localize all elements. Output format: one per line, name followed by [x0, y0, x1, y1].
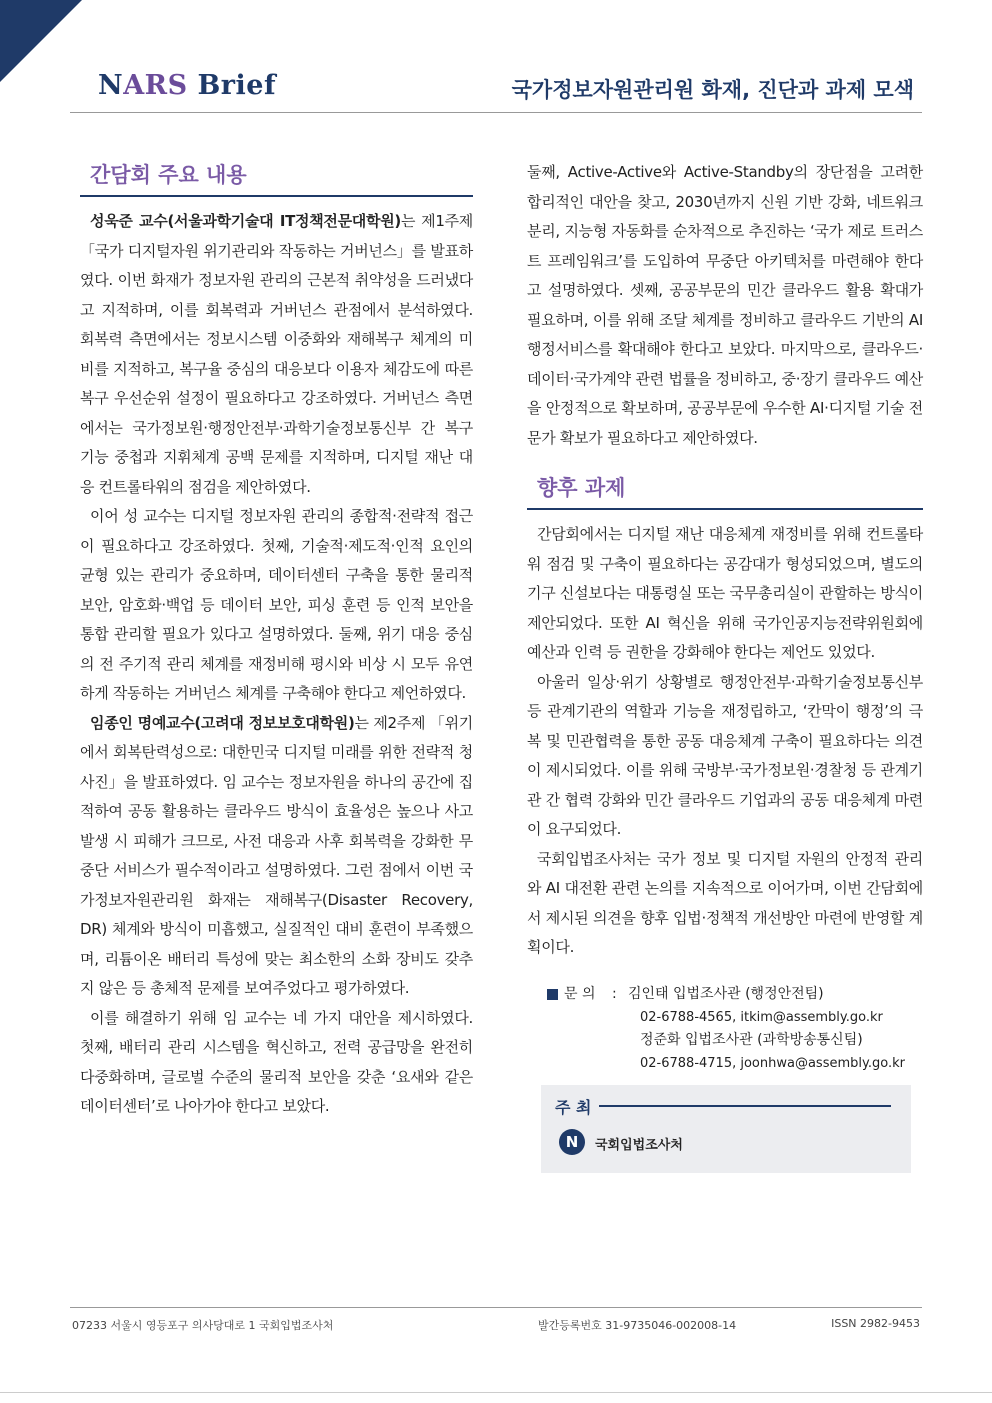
- nars-brief-logo: [98, 70, 276, 101]
- left-column: [80, 150, 473, 1122]
- paragraph-8: 국회입법조사처는 국가 정보 및 디지털 자원의 안정적 관리와 AI 대전환 관련 논의를 지속적으로 이어가며, 이번 간담회에서 제시된 의견을 향후 입법·정책적 개선방안 마련에 반영할 계획이다.: [527, 849, 923, 956]
- paragraph-1: [80, 207, 473, 502]
- contact-person-1: 김인태 입법조사관 (행정안전팀): [628, 985, 824, 1002]
- host-box: [541, 1085, 911, 1173]
- paragraph-4: 이를 해결하기 위해 임 교수는 네 가지 대안을 제시하였다. 첫째, 배터리 관리 시스템을 혁신하고, 전력 공급망을 완전히 다중화하며, 글로벌 수준의 물리적 보안을 갖춘 ‘요새와 같은 데이터센터’로 나아가야 한다고 보았다.: [80, 1008, 473, 1115]
- right-column: [527, 158, 923, 1173]
- paragraph-2: 이어 성 교수는 디지털 정보자원 관리의 종합적·전략적 접근이 필요하다고 강조하였다. 첫째, 기술적·제도적·인적 요인의 균형 있는 관리가 중요하며, 데이터센터 구축을 통한 물리적 보안, 암호화·백업 등 데이터 보안, 피싱 훈련 등 인적 보안을 통합 관리할 필요가 있다고 설명하였다. 둘째, 위기 대응 중심의 전 주기적 관리 체계를 재정비해 평시와 비상 시 모두 유연하게 작동하는 거버넌스 체계를 구축해야 한다고 제언하였다.: [80, 507, 473, 702]
- footer-divider: [70, 1307, 922, 1308]
- paragraph-3-text: 는 제2주제 「위기에서 회복탄력성으로: 대한민국 디지털 미래를 위한 전략적 청사진」을 발표하였다. 임 교수는 정보자원을 하나의 공간에 집적하여 공동 활용하는 클라우드 방식이 효율성은 높으나 사고 발생 시 피해가 크므로, 사전 대응과 사후 회복력을 강화한 무중단 서비스가 필수적이라고 설명하였다. 그런 점에서 이번 국가정보자원관리원 화재는 재해복구(Disaster Recovery, DR) 체계와 방식이 미흡했고, 실질적인 대비 훈련이 부족했으며, 리튬이온 배터리 특성에 맞는 최소한의 소화 장비도 갖추지 않은 등 총체적 문제를 보여주었다고 평가하였다.: [80, 713, 473, 997]
- corner-triangle: [0, 0, 82, 82]
- brand-ars: ARS: [123, 70, 188, 101]
- bottom-rule: [0, 1392, 992, 1393]
- contact-person-2: 정준화 입법조사관 (과학방송통신팀): [640, 1031, 863, 1048]
- contact-block: [527, 983, 923, 1075]
- paragraph-5: 둘째, Active-Active와 Active-Standby의 장단점을 고려한 합리적인 대안을 찾고, 2030년까지 신원 기반 강화, 네트워크 분리, 지능형 자동화를 순차적으로 추진하는 ‘국가 제로 트러스트 프레임워크’를 도입하여 무중단 아키텍처를 마련해야 한다고 설명하였다. 셋째, 공공부문의 민간 클라우드 활용 확대가 필요하며, 이를 위해 조달 체계를 정비하고 클라우드 기반의 AI 행정서비스를 확대해야 한다고 보았다. 마지막으로, 클라우드·데이터·국가계약 관련 법률을 정비하고, 중·장기 클라우드 예산을 안정적으로 확보하며, 공공부문에 우수한 AI·디지털 기술 전문가 확보가 필요하다고 제안하였다.: [527, 163, 923, 447]
- footer-address: 07233 서울시 영등포구 의사당대로 1 국회입법조사처: [72, 1319, 334, 1332]
- footer-issn: ISSN 2982-9453: [831, 1317, 920, 1330]
- section-title-future: 향후 과제: [527, 463, 923, 510]
- host-label: 주 최: [555, 1097, 592, 1117]
- paragraph-1-text: 는 제1주제 「국가 디지털자원 위기관리와 작동하는 거버넌스」를 발표하였다. 이번 화재가 정보자원 관리의 근본적 취약성을 드러냈다고 지적하며, 이를 회복력과 거버넌스 관점에서 분석하였다. 회복력 측면에서는 정보시스템 이중화와 재해복구 체계의 미비를 지적하고, 복구율 중심의 대응보다 이용자 체감도에 따른 복구 우선순위 설정이 필요하다고 강조하였다. 거버넌스 측면에서는 국가정보원·행정안전부·과학기술정보통신부 간 복구 기능 중첩과 지휘체계 공백 문제를 지적하며, 디지털 재난 대응 컨트롤타워의 점검을 제안하였다.: [80, 212, 473, 496]
- host-organization: 국회입법조사처: [595, 1137, 683, 1153]
- contact-label: 문 의: [564, 985, 596, 1002]
- header-divider: [70, 112, 922, 113]
- footer-registration: 발간등록번호 31-9735046-002008-14: [538, 1319, 737, 1332]
- paragraph-7: 아울러 일상·위기 상황별로 행정안전부·과학기술정보통신부 등 관계기관의 역할과 기능을 재정립하고, ‘칸막이 행정’의 극복 및 민관협력을 통한 공동 대응체계 구축이 필요하다는 의견이 제시되었다. 이를 위해 국방부·국가정보원·경찰청 등 관계기관 간 협력 강화와 민간 클라우드 기업과의 공동 대응체계 마련이 요구되었다.: [527, 672, 923, 838]
- nars-emblem-icon: N: [559, 1129, 585, 1155]
- section-title-main: 간담회 주요 내용: [80, 150, 473, 197]
- brand-n: N: [98, 70, 124, 101]
- paragraph-3: [80, 709, 473, 1004]
- contact-info-1[interactable]: 02-6788-4565, itkim@assembly.go.kr: [640, 1009, 883, 1025]
- contact-colon: :: [612, 985, 617, 1002]
- document-title: 국가정보자원관리원 화재, 진단과 과제 모색: [511, 78, 914, 102]
- host-divider: [599, 1105, 891, 1107]
- paragraph-6: 간담회에서는 디지털 재난 대응체계 재정비를 위해 컨트롤타워 점검 및 구축이 필요하다는 공감대가 형성되었으며, 별도의 기구 신설보다는 대통령실 또는 국무총리실이 관할하는 방식이 제안되었다. 또한 AI 혁신을 위해 국가인공지능전략위원회에 예산과 인력 등 권한을 강화해야 한다는 제언도 있었다.: [527, 525, 923, 661]
- contact-info-2[interactable]: 02-6788-4715, joonhwa@assembly.go.kr: [640, 1055, 905, 1071]
- square-bullet-icon: [547, 989, 558, 1000]
- speaker-1: 성욱준 교수(서울과학기술대 IT정책전문대학원): [90, 212, 401, 230]
- speaker-2: 임종인 명예교수(고려대 정보보호대학원): [90, 713, 355, 732]
- brand-brief: Brief: [197, 70, 277, 101]
